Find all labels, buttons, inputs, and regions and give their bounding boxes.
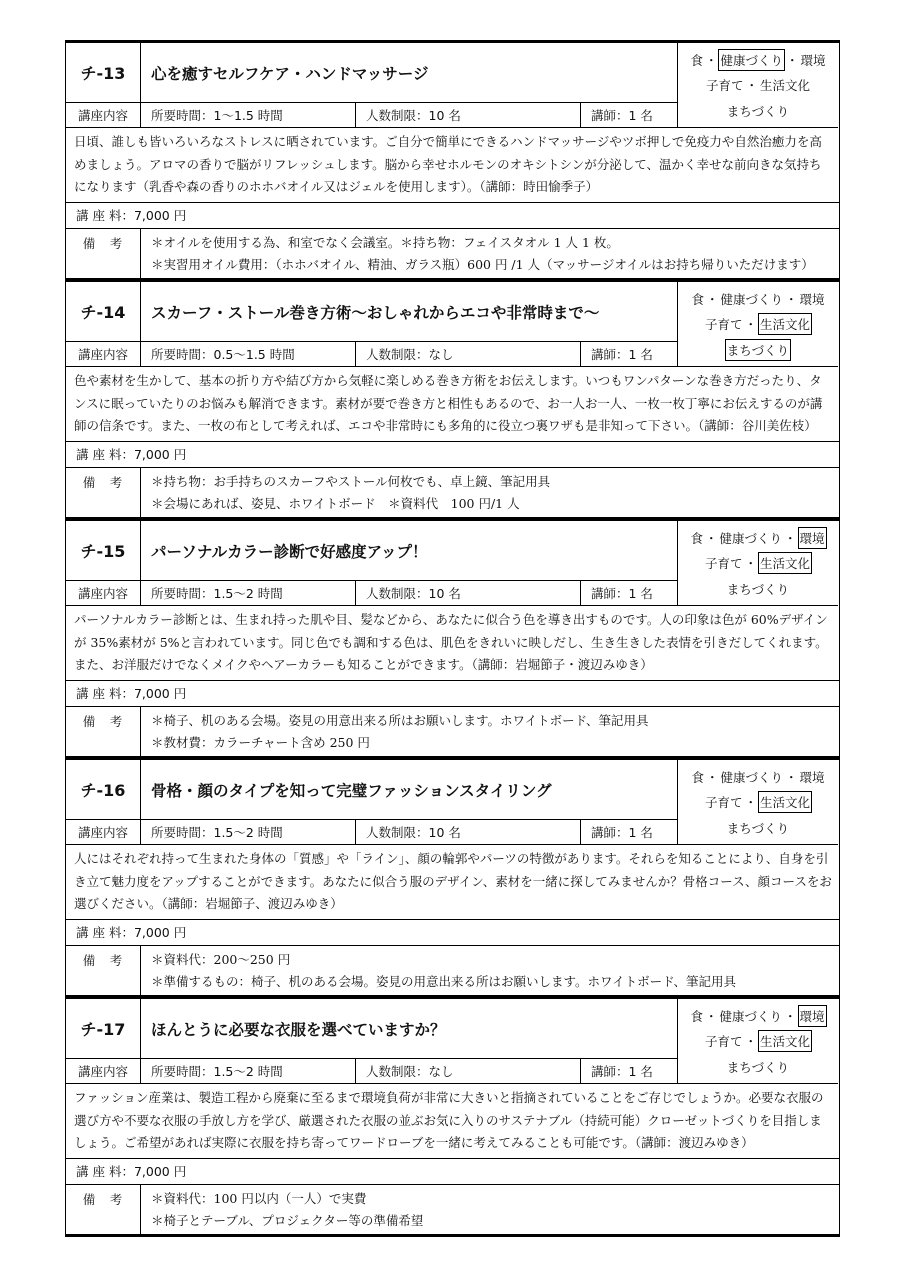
course-code: チ-16 — [66, 760, 141, 820]
category-childcare: 子育て — [704, 317, 743, 332]
category-separator: ・ — [785, 769, 798, 785]
course-title: パーソナルカラー診断で好感度アップ！ — [141, 521, 678, 581]
category-environment: 環境 — [799, 291, 825, 307]
course-block — [65, 996, 840, 1237]
duration: 所要時間：0.5〜1.5 時間 — [141, 342, 356, 367]
category-separator: ・ — [744, 795, 757, 810]
lecturer-count: 講師：1 名 — [581, 1059, 678, 1084]
category-town-development: まちづくり — [726, 820, 790, 836]
category-panel — [678, 760, 838, 845]
category-food: 食 — [690, 52, 703, 68]
capacity: 人数制限：10 名 — [356, 581, 581, 606]
notes-row — [66, 1185, 839, 1234]
category-line-3 — [726, 100, 790, 122]
category-line-2 — [704, 1030, 812, 1052]
course-code: チ-17 — [66, 999, 141, 1059]
category-childcare: 子育て — [704, 795, 743, 810]
course-block — [65, 40, 840, 281]
category-health: 健康づくり — [718, 49, 785, 71]
course-title: ほんとうに必要な衣服を選べていますか？ — [141, 999, 678, 1059]
note-line: ＊椅子とテーブル、プロジェクター等の準備希望 — [151, 1212, 424, 1228]
fee-value: 7,000 円 — [133, 1164, 187, 1179]
note-line: ＊資料代：100 円以内（一人）で実費 — [151, 1190, 367, 1206]
category-separator: ・ — [745, 78, 758, 93]
notes-label: 備 考 — [66, 946, 141, 995]
category-childcare: 子育て — [704, 1034, 743, 1049]
category-panel — [678, 999, 838, 1084]
category-separator: ・ — [744, 317, 757, 332]
category-separator: ・ — [784, 530, 797, 546]
note-line: ＊持ち物：お手持ちのスカーフやストール何枚でも、卓上鏡、筆記用具 — [151, 473, 551, 489]
fee-row — [66, 920, 839, 946]
notes-label: 備 考 — [66, 707, 141, 756]
lecturer-count: 講師：1 名 — [581, 103, 678, 128]
category-line-3 — [725, 339, 791, 361]
category-line-2 — [704, 313, 812, 335]
duration: 所要時間：1.5〜2 時間 — [141, 1059, 356, 1084]
course-title: 骨格・顔のタイプを知って完璧ファッションスタイリング — [141, 760, 678, 820]
category-food: 食 — [691, 291, 704, 307]
category-panel — [678, 282, 838, 367]
category-separator: ・ — [705, 769, 719, 785]
notes-row — [66, 468, 839, 517]
notes-label: 備 考 — [66, 468, 141, 517]
course-block — [65, 518, 840, 759]
note-line: ＊準備するもの：椅子、机のある会場。姿見の用意出来る所はお願いします。ホワイトボード、筆記用具 — [151, 973, 737, 989]
notes-body — [141, 468, 839, 517]
category-environment: 環境 — [799, 769, 825, 785]
capacity: 人数制限：なし — [356, 1059, 581, 1084]
category-lifestyle-culture: 生活文化 — [758, 313, 812, 335]
category-childcare: 子育て — [705, 78, 744, 93]
capacity: 人数制限：10 名 — [356, 103, 581, 128]
category-separator: ・ — [786, 52, 799, 68]
capacity: 人数制限：10 名 — [356, 820, 581, 845]
category-lifestyle-culture: 生活文化 — [758, 1030, 812, 1052]
category-health: 健康づくり — [720, 291, 783, 307]
category-separator: ・ — [704, 52, 718, 68]
lecturer-count: 講師：1 名 — [581, 581, 678, 606]
category-health: 健康づくり — [719, 530, 782, 546]
fee-row — [66, 681, 839, 707]
category-separator: ・ — [705, 291, 719, 307]
category-separator: ・ — [744, 556, 757, 571]
notes-body — [141, 946, 839, 995]
duration: 所要時間：1.5〜2 時間 — [141, 820, 356, 845]
lecturer-count: 講師：1 名 — [581, 820, 678, 845]
fee-row — [66, 442, 839, 468]
note-line: ＊椅子、机のある会場。姿見の用意出来る所はお願いします。ホワイトボード、筆記用具 — [151, 712, 649, 728]
category-health: 健康づくり — [719, 1008, 782, 1024]
notes-body — [141, 229, 839, 278]
category-environment: 環境 — [798, 527, 827, 549]
lecturer-count: 講師：1 名 — [581, 342, 678, 367]
fee-label: 講 座 料： — [76, 447, 134, 462]
capacity: 人数制限：なし — [356, 342, 581, 367]
notes-label: 備 考 — [66, 1185, 141, 1234]
course-title: 心を癒すセルフケア・ハンドマッサージ — [141, 43, 678, 103]
course-code: チ-15 — [66, 521, 141, 581]
category-food: 食 — [690, 1008, 703, 1024]
category-panel — [678, 43, 838, 128]
duration: 所要時間：1〜1.5 時間 — [141, 103, 356, 128]
notes-label: 備 考 — [66, 229, 141, 278]
category-childcare: 子育て — [704, 556, 743, 571]
category-lifestyle-culture: 生活文化 — [758, 552, 812, 574]
fee-value: 7,000 円 — [133, 686, 187, 701]
category-town-development: まちづくり — [726, 581, 790, 597]
course-description: 色や素材を生かして、基本の折り方や結び方から気軽に楽しめる巻き方術をお伝えします。いつもワンパターンな巻き方だったり、タンスに眠っていたりのお悩みも解消できます。素材が要で巻き方と相性もあるので、お一人お一人、一枚一枚丁寧にお伝えするのが講師の信条です。また、一枚の布として考えれば、エコや非常時にも多角的に役立つ裏ワザも是非知って下さい。（講師：谷川美佐枝） — [66, 367, 839, 442]
note-line: ＊実習用オイル費用：（ホホバオイル、精油、ガラス瓶）600 円 /1 人（マッサージオイルはお持ち帰りいただけます） — [151, 256, 814, 272]
course-content-label: 講座内容 — [66, 820, 141, 845]
notes-row — [66, 229, 839, 278]
course-title: スカーフ・ストール巻き方術〜おしゃれからエコや非常時まで〜 — [141, 282, 678, 342]
category-line-1 — [690, 766, 825, 788]
category-environment: 環境 — [800, 52, 826, 68]
category-line-2 — [705, 74, 811, 96]
course-content-label: 講座内容 — [66, 103, 141, 128]
category-town-development: まちづくり — [725, 339, 791, 361]
fee-value: 7,000 円 — [133, 925, 187, 940]
fee-label: 講 座 料： — [76, 686, 134, 701]
category-line-3 — [726, 1056, 790, 1078]
fee-label: 講 座 料： — [76, 1164, 134, 1179]
note-line: ＊資料代：200〜250 円 — [151, 951, 291, 967]
fee-row — [66, 203, 839, 229]
category-environment: 環境 — [798, 1005, 827, 1027]
category-panel — [678, 521, 838, 606]
category-food: 食 — [690, 530, 703, 546]
fee-value: 7,000 円 — [133, 208, 187, 223]
category-line-1 — [689, 527, 826, 549]
category-separator: ・ — [784, 1008, 797, 1024]
notes-body — [141, 1185, 839, 1234]
course-code: チ-14 — [66, 282, 141, 342]
duration: 所要時間：1.5〜2 時間 — [141, 581, 356, 606]
course-block — [65, 279, 840, 520]
note-line: ＊会場にあれば、姿見、ホワイトボード ＊資料代 100 円/1 人 — [151, 495, 520, 511]
notes-body — [141, 707, 839, 756]
category-separator: ・ — [704, 1008, 718, 1024]
fee-value: 7,000 円 — [133, 447, 187, 462]
course-description: 日頃、誰しも皆いろいろなストレスに晒されています。ご自分で簡単にできるハンドマッサージやツボ押しで免疫力や自然治癒力を高めましょう。アロマの香りで脳がリフレッシュします。脳から幸せホルモンのオキシトシンが分泌して、温かく幸せな前向きな気持ちになります（乳香や森の香りのホホバオイル又はジェルを使用します）。（講師：時田愉季子） — [66, 128, 839, 203]
category-line-3 — [726, 578, 790, 600]
note-line: ＊オイルを使用する為、和室でなく会議室。＊持ち物：フェイスタオル 1 人 1 枚。 — [151, 234, 619, 250]
category-separator: ・ — [785, 291, 798, 307]
category-line-1 — [689, 49, 826, 71]
course-content-label: 講座内容 — [66, 1059, 141, 1084]
category-line-2 — [704, 552, 812, 574]
category-separator: ・ — [704, 530, 718, 546]
category-town-development: まちづくり — [726, 103, 790, 119]
course-description: 人にはそれぞれ持って生まれた身体の「質感」や「ライン」、顔の輪郭やパーツの特徴があります。それらを知ることにより、自身を引き立て魅力度をアップすることができます。あなたに似合う服のデザイン、素材を一緒に探してみませんか？骨格コース、顔コースをお選びください。（講師：岩堀節子、渡辺みゆき） — [66, 845, 839, 920]
notes-row — [66, 946, 839, 995]
course-description: パーソナルカラー診断とは、生まれ持った肌や目、髪などから、あなたに似合う色を導き出すものです。人の印象は色が 60%デザインが 35%素材が 5%と言われています。同じ色でも調和する色は、肌色をきれいに映しだし、生き生きした表情を引きだしてくれます。また、お洋服だけでなくメイクやヘアーカラーも知ることができます。（講師：岩堀節子・渡辺みゆき） — [66, 606, 839, 681]
fee-row — [66, 1159, 839, 1185]
course-description: ファッション産業は、製造工程から廃棄に至るまで環境負荷が非常に大きいと指摘されていることをご存じでしょうか。必要な衣服の選び方や不要な衣服の手放し方を学び、厳選された衣服の並ぶお気に入りのサステナブル（持続可能）クローゼットづくりを目指しましょう。ご希望があれば実際に衣服を持ち寄ってワードローブを一緒に考えてみることも可能です。（講師：渡辺みゆき） — [66, 1084, 839, 1159]
notes-row — [66, 707, 839, 756]
fee-label: 講 座 料： — [76, 208, 134, 223]
category-town-development: まちづくり — [726, 1059, 790, 1075]
category-lifestyle-culture: 生活文化 — [758, 791, 812, 813]
category-food: 食 — [691, 769, 704, 785]
category-line-1 — [689, 1005, 826, 1027]
course-content-label: 講座内容 — [66, 581, 141, 606]
course-content-label: 講座内容 — [66, 342, 141, 367]
category-line-2 — [704, 791, 812, 813]
category-health: 健康づくり — [720, 769, 783, 785]
category-line-1 — [690, 288, 825, 310]
course-code: チ-13 — [66, 43, 141, 103]
category-line-3 — [726, 817, 790, 839]
fee-label: 講 座 料： — [76, 925, 134, 940]
course-block — [65, 757, 840, 998]
note-line: ＊教材費：カラーチャート含め 250 円 — [151, 734, 370, 750]
category-separator: ・ — [744, 1034, 757, 1049]
category-lifestyle-culture: 生活文化 — [760, 78, 811, 93]
